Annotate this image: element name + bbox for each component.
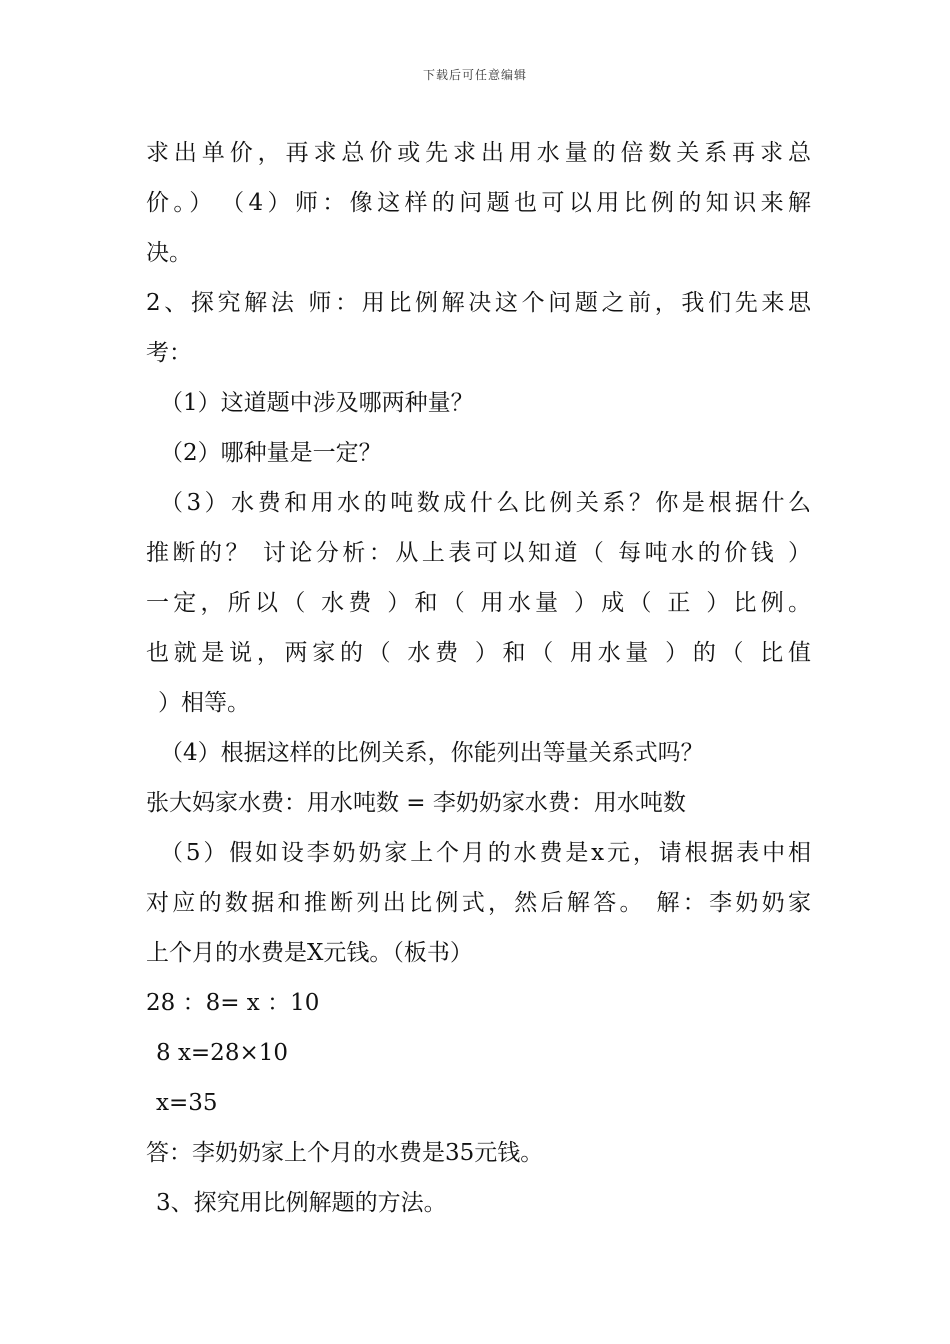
equation-line: x=35 [156,1090,218,1116]
text-line: 价。） （4）师：像这样的问题也可以用比例的知识来解 [146,190,811,216]
text-line: 3、探究用比例解题的方法。 [156,1190,447,1216]
text-line: （2）哪种量是一定？ [160,440,382,466]
text-line: 决。 [146,240,192,266]
text-line: ）相等。 [158,690,250,716]
text-line: （5）假如设李奶奶家上个月的水费是x元，请根据表中相 [160,840,811,866]
text-line: （4）根据这样的比例关系，你能列出等量关系式吗？ [160,740,704,766]
text-line: 推断的？ 讨论分析：从上表可以知道（ 每吨水的价钱 ） [146,540,811,566]
text-line: （3）水费和用水的吨数成什么比例关系？你是根据什么 [160,490,811,516]
document-body [146,128,811,1228]
text-line: 2、探究解法 师：用比例解决这个问题之前，我们先来思 [146,290,811,316]
equation-line: 28 ：8= x ：10 [146,990,320,1016]
text-line: （1）这道题中涉及哪两种量？ [160,390,474,416]
text-line: 张大妈家水费：用水吨数 = 李奶奶家水费：用水吨数 [146,790,686,816]
page-header: 下载后可任意编辑 [422,68,527,82]
text-line: 一定，所以（ 水费 ）和（ 用水量 ）成（ 正 ）比例。 [146,590,811,616]
text-line: 对应的数据和推断列出比例式，然后解答。 解：李奶奶家 [146,890,811,916]
answer-line: 答：李奶奶家上个月的水费是35元钱。 [146,1140,544,1166]
text-line: 求出单价，再求总价或先求出用水量的倍数关系再求总 [146,140,811,166]
text-line: 考： [146,340,192,366]
text-line: 也就是说，两家的（ 水费 ）和（ 用水量 ）的（ 比值 [146,640,811,666]
equation-line: 8 x=28×10 [156,1040,288,1066]
text-line: 上个月的水费是X元钱。（板书） [146,940,473,966]
